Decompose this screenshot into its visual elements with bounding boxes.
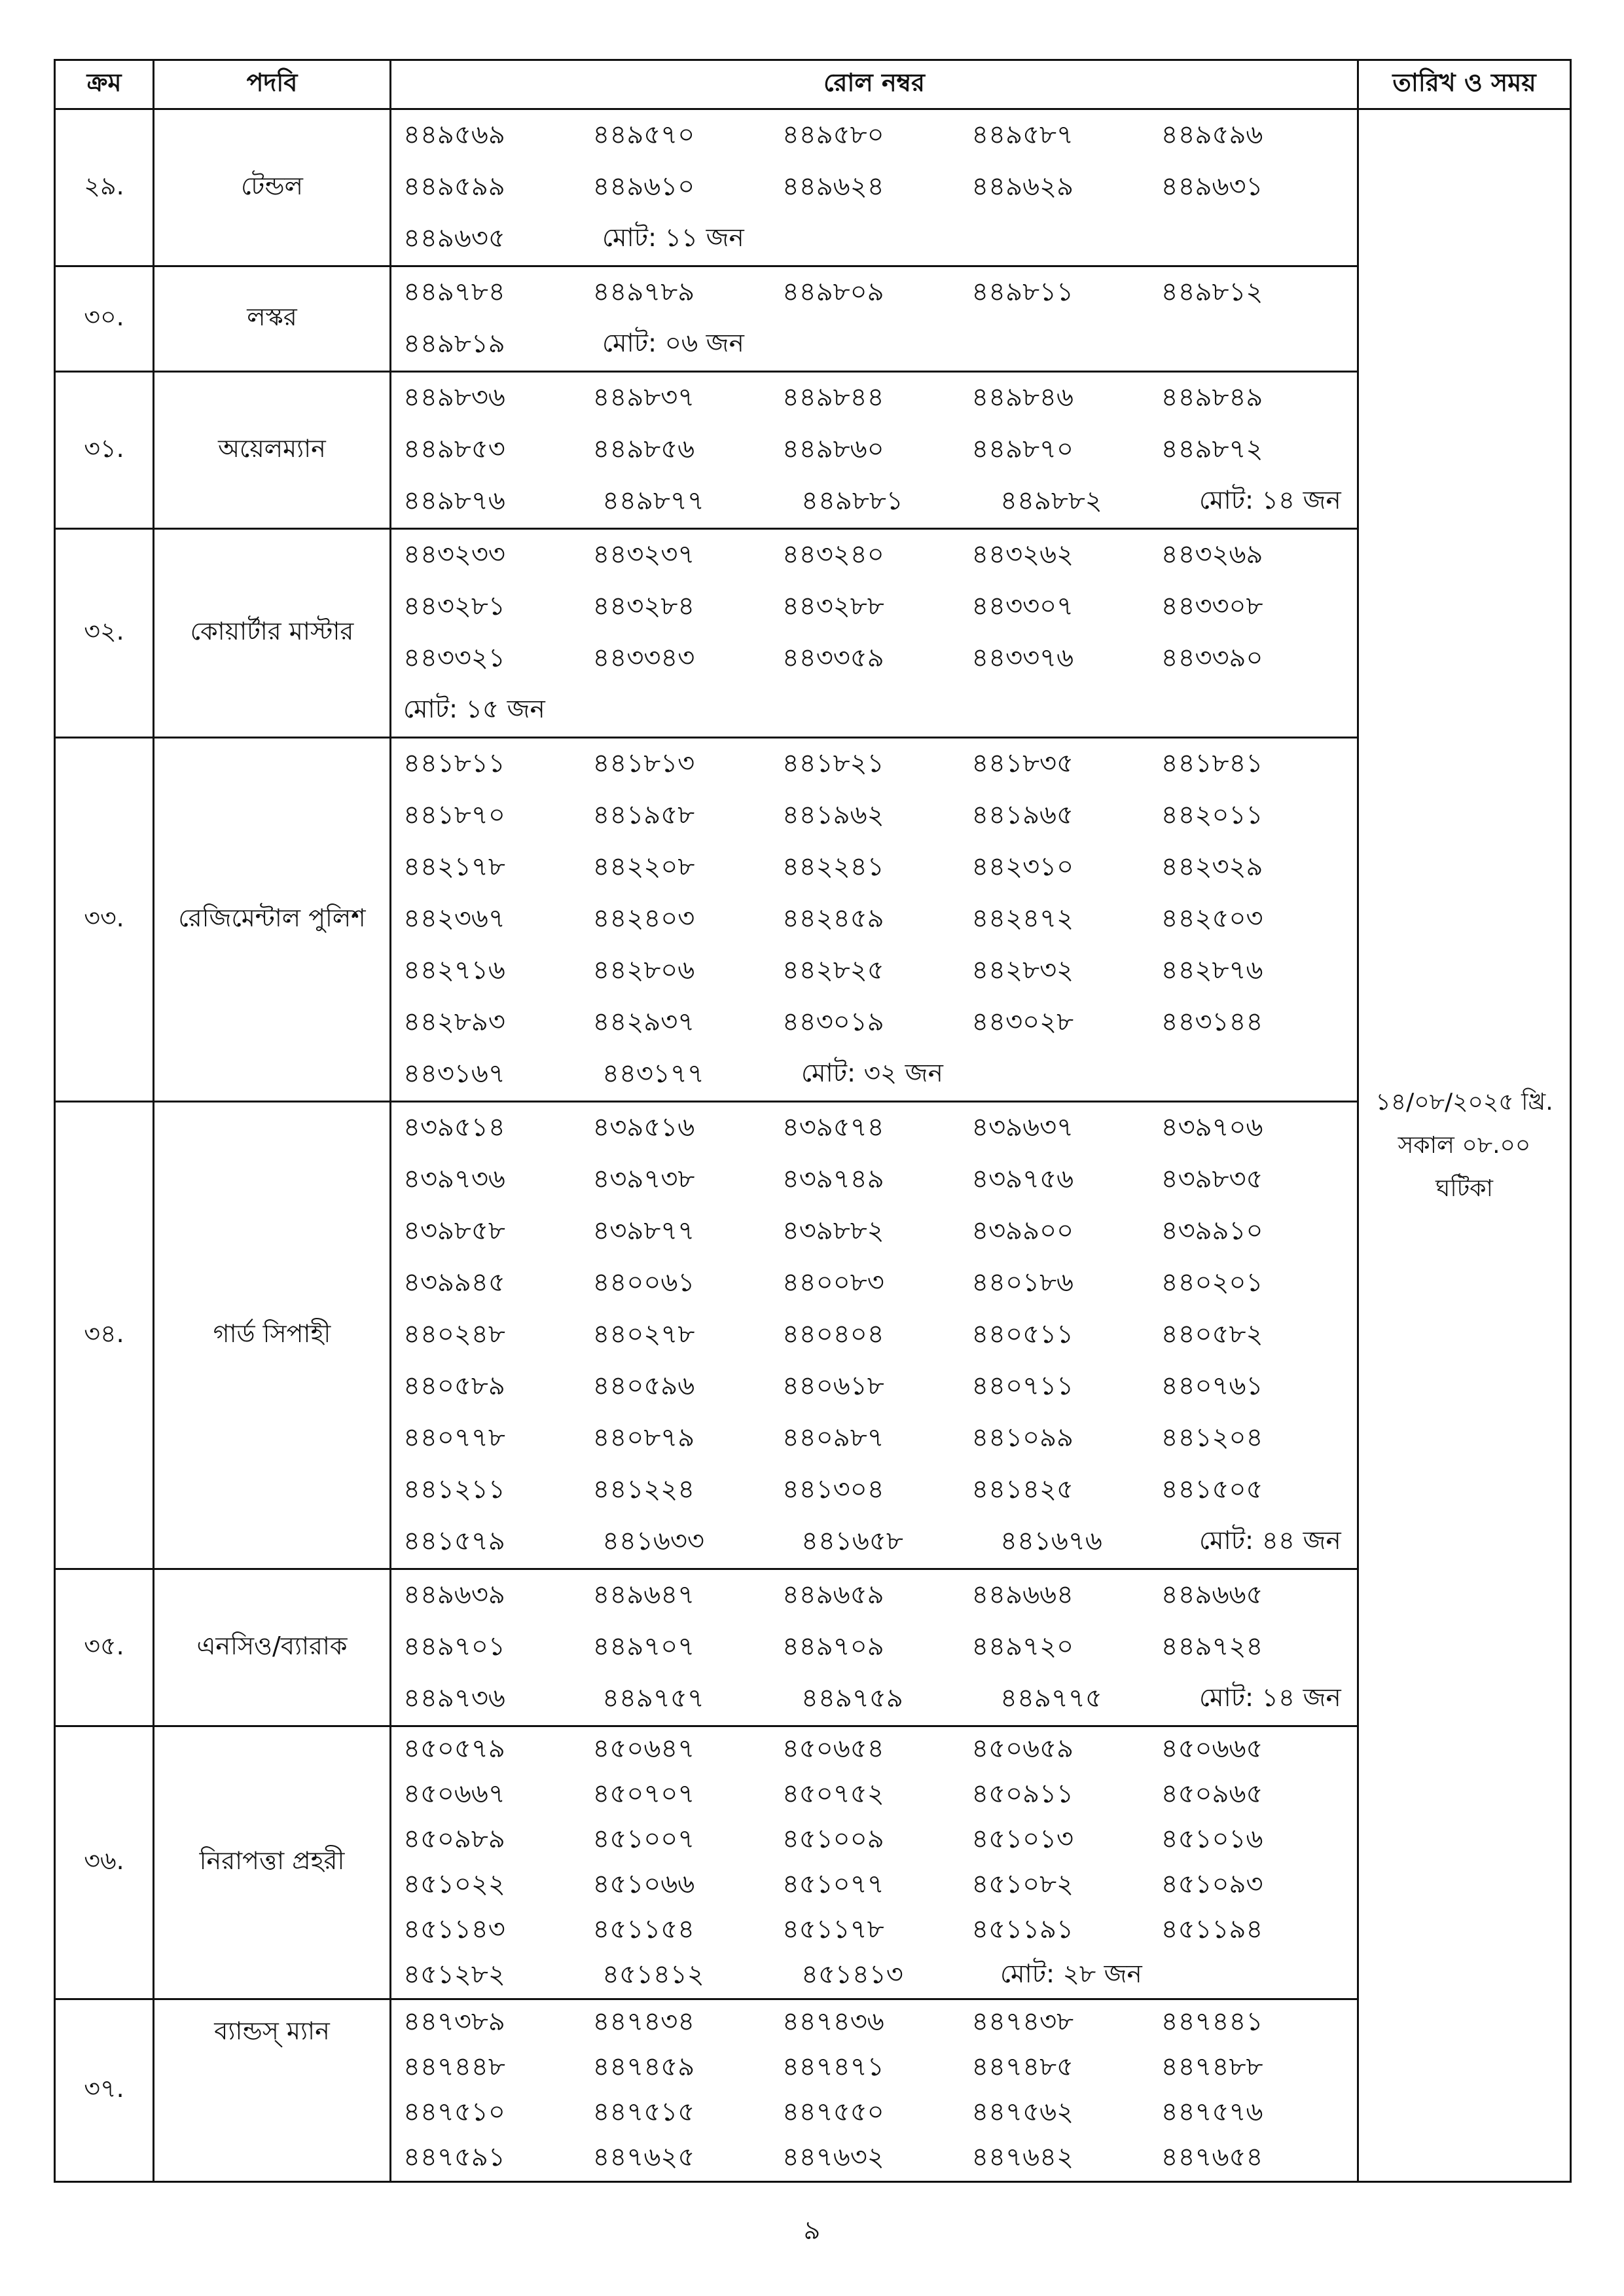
exam-date-time-cell [1358, 109, 1571, 2182]
roll-number: ৪৪১৯৬২ [782, 800, 884, 830]
roll-number: ৪৪৩৩০৮ [1161, 591, 1263, 621]
roll-number: ৪৪৩২৮৮ [782, 591, 884, 621]
roll-number: ৪৪৯৮৭৭ [602, 486, 704, 516]
roll-number: ৪৩৯৫৭৪ [782, 1112, 884, 1142]
total-count: মোট: ১১ জন [602, 223, 744, 253]
roll-number: ৪৪২৮৩২ [971, 955, 1074, 985]
header-roll-number: রোল নম্বর [391, 60, 1358, 109]
roll-line [403, 110, 1350, 162]
roll-number: ৪৫১১৭৮ [782, 1914, 884, 1944]
roll-number: ৪৫১১৯১ [971, 1914, 1074, 1944]
roll-line [403, 2090, 1350, 2136]
roll-line [403, 1953, 1350, 1998]
roll-number: ৪৪৭৩৮৯ [403, 2007, 505, 2037]
roll-number: ৪৫০৭০৭ [592, 1779, 695, 1809]
roll-number: ৪৪৯৮৮১ [801, 486, 903, 516]
roll-number: ৪৪৩২৮১ [403, 591, 505, 621]
post-cell: কোয়ার্টার মাস্টার [154, 529, 391, 738]
roll-number: ৪৪৯৮৩৭ [592, 382, 695, 412]
roll-number: ৪৫১৪১৩ [801, 1959, 903, 1990]
roll-number: ৪৪৩০১৯ [782, 1007, 884, 1037]
roll-line [403, 1413, 1350, 1465]
roll-number: ৪৪০২৪৮ [403, 1319, 505, 1349]
roll-number: ৪৪২৮৯৩ [403, 1007, 505, 1037]
roll-number: ৪৪৯৭৩৬ [403, 1683, 505, 1713]
roll-number: ৪৪৯৬২৯ [971, 172, 1074, 202]
roll-number: ৪৪৭৫৫০ [782, 2097, 884, 2127]
roll-numbers-cell [391, 738, 1358, 1102]
roll-number: ৪৪৯৮৩৬ [403, 382, 505, 412]
roll-number: ৪৪২৮২৫ [782, 955, 884, 985]
roll-number: ৪৫১১৪৩ [403, 1914, 505, 1944]
roll-number: ৪৪১৩০৪ [782, 1474, 884, 1504]
roll-number: ৪৪০৫৮২ [1161, 1319, 1263, 1349]
roll-line [403, 1154, 1350, 1206]
roll-line [403, 1361, 1350, 1413]
exam-unit: ঘটিকা [1435, 1175, 1493, 1202]
header-date-time: তারিখ ও সময় [1358, 60, 1571, 109]
roll-numbers-cell [391, 109, 1358, 266]
roll-line [403, 633, 1350, 685]
roll-number: ৪৪৭৪৩৪ [592, 2007, 695, 2037]
roll-number: ৪৩৯৭৩৬ [403, 1164, 505, 1194]
roll-number: ৪৪০০৬১ [592, 1267, 695, 1298]
roll-line [403, 581, 1350, 633]
roll-line [403, 894, 1350, 945]
roll-line [403, 476, 1350, 528]
roll-number: ৪৪৩২৪০ [782, 539, 884, 570]
roll-line [403, 1622, 1350, 1673]
page-number: ৯ [803, 2215, 821, 2246]
roll-number: ৪৩৯৯০০ [971, 1216, 1074, 1246]
roll-number: ৪৪৩২৮৪ [592, 591, 695, 621]
roll-number: ৪৪০২০১ [1161, 1267, 1263, 1298]
roll-number: ৪৫০৬৪৭ [592, 1734, 695, 1764]
roll-number: ৪৫১২৮২ [403, 1959, 505, 1990]
roll-number: ৪৩৯৯১০ [1161, 1216, 1263, 1246]
roll-number: ৪৪৯৭৮৯ [592, 277, 695, 307]
roll-line [403, 1516, 1350, 1568]
roll-number: ৪৪১৬৭৬ [1000, 1526, 1102, 1556]
post-cell: রেজিমেন্টাল পুলিশ [154, 738, 391, 1102]
exam-date: ১৪/০৮/২০২৫ খ্রি. [1375, 1088, 1553, 1116]
roll-number: ৪৪৩৩৫৯ [782, 643, 884, 673]
roll-numbers-cell [391, 266, 1358, 372]
roll-line [403, 1673, 1350, 1725]
roll-number: ৪৪৯৬৩৯ [403, 1580, 505, 1610]
serial-cell: ৩২. [55, 529, 154, 738]
roll-line [403, 997, 1350, 1049]
roll-line [403, 1102, 1350, 1154]
roll-number: ৪৪১২২৪ [592, 1474, 695, 1504]
roll-line [403, 162, 1350, 213]
roll-number: ৪৪৯৬৩৫ [403, 223, 505, 253]
roll-number: ৪৪৯৮৪৯ [1161, 382, 1263, 412]
roll-line [403, 1817, 1350, 1863]
roll-number: ৪৫০৫৭৯ [403, 1734, 505, 1764]
roll-line [403, 1727, 1350, 1772]
roll-number: ৪৫০৬৬৫ [1161, 1734, 1263, 1764]
total-count: মোট: ১৫ জন [403, 695, 545, 724]
post-cell: টেন্ডল [154, 109, 391, 266]
roll-number: ৪৪৯৭৮৪ [403, 277, 505, 307]
header-post: পদবি [154, 60, 391, 109]
roll-number: ৪৪৯৬১০ [592, 172, 695, 202]
post-cell: লস্কর [154, 266, 391, 372]
total-count: মোট: ০৬ জন [602, 329, 744, 358]
roll-number: ৪৩৯৮৮২ [782, 1216, 884, 1246]
serial-cell: ২৯. [55, 109, 154, 266]
roll-number: ৪৫১০১৩ [971, 1824, 1074, 1854]
roll-number: ৪৪০৭৬১ [1161, 1371, 1263, 1401]
roll-number: ৪৪১৮৪১ [1161, 748, 1263, 778]
roll-number: ৪৪৯৮১৯ [403, 329, 505, 359]
serial-cell: ৩৪. [55, 1102, 154, 1569]
roll-number: ৪৪৩৩৯০ [1161, 643, 1263, 673]
roll-number: ৪৩৯৭৪৯ [782, 1164, 884, 1194]
roll-number: ৪৪৩২৬২ [971, 539, 1074, 570]
roll-number: ৪৪৯৮৭০ [971, 434, 1074, 464]
roll-number: ৪৪৭৬৩২ [782, 2142, 884, 2172]
roll-number: ৪৪৯৭৫৭ [602, 1683, 704, 1713]
roll-number: ৪৪১৯৬৫ [971, 800, 1074, 830]
roll-number: ৪৪৯৮০৯ [782, 277, 884, 307]
roll-number: ৪৪৩১৬৭ [403, 1059, 505, 1089]
post-cell: এনসিও/ব্যারাক [154, 1569, 391, 1726]
roll-number: ৪৩৯৮৭৭ [592, 1216, 695, 1246]
roll-line [403, 319, 1350, 371]
roll-number: ৪৪৯৬৫৯ [782, 1580, 884, 1610]
roll-number: ৪৪৩৩৭৬ [971, 643, 1074, 673]
roll-number: ৪৪৩১৪৪ [1161, 1007, 1263, 1037]
roll-number: ৪৪০৭৭৮ [403, 1423, 505, 1453]
roll-number: ৪৪৯৮৭২ [1161, 434, 1263, 464]
roll-number: ৪৪৩৩০৭ [971, 591, 1074, 621]
roll-number: ৪৪৯৮৮২ [1000, 486, 1102, 516]
roll-number: ৪৪২০১১ [1161, 800, 1263, 830]
roll-number: ৪৪৯৮৬০ [782, 434, 884, 464]
roll-line [403, 1049, 1350, 1101]
roll-number: ৪৩৯৭৩৮ [592, 1164, 695, 1194]
total-count: মোট: ৩২ জন [801, 1059, 943, 1088]
roll-number: ৪৪৯৫৮০ [782, 120, 884, 150]
table-header-row [55, 60, 1571, 109]
total-count: মোট: ৪৪ জন [1199, 1526, 1341, 1556]
roll-number: ৪৪২১৭৮ [403, 852, 505, 882]
roll-number: ৪৪১৮৭০ [403, 800, 505, 830]
roll-number: ৪৪০৫৮৯ [403, 1371, 505, 1401]
roll-number: ৪৪৩৩২১ [403, 643, 505, 673]
roll-number: ৪৫১০৭৭ [782, 1869, 884, 1899]
roll-number: ৪৪১২০৪ [1161, 1423, 1263, 1453]
roll-number: ৪৪৭৫৯১ [403, 2142, 505, 2172]
roll-number: ৪৪২৪৫৯ [782, 903, 884, 934]
roll-number: ৪৫১০০৯ [782, 1824, 884, 1854]
roll-number: ৪৫০৯৮৯ [403, 1824, 505, 1854]
roll-number: ৪৪৯৫৯৯ [403, 172, 505, 202]
table-row [55, 1726, 1571, 1999]
roll-number: ৪৪৭৪৩৬ [782, 2007, 884, 2037]
roll-line [403, 1465, 1350, 1516]
roll-number: ৪৪২২৪১ [782, 852, 884, 882]
roll-number: ৪৪৯৮৫৩ [403, 434, 505, 464]
roll-line [403, 790, 1350, 842]
roll-number: ৪৪৯৫৯৬ [1161, 120, 1263, 150]
roll-line [403, 373, 1350, 424]
roll-number: ৪৫১৪১২ [602, 1959, 704, 1990]
roll-number: ৪৫১০২২ [403, 1869, 505, 1899]
roll-number: ৪৫০৭৫২ [782, 1779, 884, 1809]
roll-line [403, 424, 1350, 476]
roll-number: ৪৫০৯১১ [971, 1779, 1074, 1809]
roll-number: ৪৪৭৪৪৮ [403, 2052, 505, 2082]
post-cell: ব্যান্ডস্ ম্যান [154, 1999, 391, 2182]
roll-number: ৪৪০৫১১ [971, 1319, 1074, 1349]
roll-line [403, 945, 1350, 997]
roll-number: ৪৪৯৮৫৬ [592, 434, 695, 464]
roll-number: ৪৪১৮১১ [403, 748, 505, 778]
roll-number: ৪৪০৪০৪ [782, 1319, 884, 1349]
roll-number: ৪৪৭৫১০ [403, 2097, 505, 2127]
roll-number: ৪৪০৬১৮ [782, 1371, 884, 1401]
table-row [55, 529, 1571, 738]
roll-line [403, 842, 1350, 894]
roll-number: ৪৪০৮৭৯ [592, 1423, 695, 1453]
serial-cell: ৩৬. [55, 1726, 154, 1999]
roll-number: ৪৪৯৭৫৯ [801, 1683, 903, 1713]
roll-number: ৪৪৯৭০১ [403, 1631, 505, 1662]
roll-number: ৪৪১৮৩৫ [971, 748, 1074, 778]
roll-number: ৪৪৭৬৪২ [971, 2142, 1074, 2172]
roll-number: ৪৩৯৮৩৫ [1161, 1164, 1263, 1194]
roll-number: ৪৪৯৭৭৫ [1000, 1683, 1102, 1713]
roll-number: ৪৫১০১৬ [1161, 1824, 1263, 1854]
roll-number: ৪৪০৫৯৬ [592, 1371, 695, 1401]
table-body [55, 109, 1571, 2182]
roll-number: ৪৪১৮২১ [782, 748, 884, 778]
roll-number: ৪৪৯৮৭৬ [403, 486, 505, 516]
serial-cell: ৩৫. [55, 1569, 154, 1726]
roll-number: ৪৪৯৮৪৪ [782, 382, 884, 412]
roll-number: ৪৪২২০৮ [592, 852, 695, 882]
roll-number: ৪৪১৬৩৩ [602, 1526, 704, 1556]
roll-number: ৪৪২৪৭২ [971, 903, 1074, 934]
roll-number: ৪৪৩৩৪৩ [592, 643, 695, 673]
table-row [55, 266, 1571, 372]
roll-number: ৪৪১২১১ [403, 1474, 505, 1504]
roll-number: ৪৪২৮৭৬ [1161, 955, 1263, 985]
roll-number: ৪৪৯৭০৭ [592, 1631, 695, 1662]
roll-line [403, 267, 1350, 319]
roll-number: ৪৪৭৬৫৪ [1161, 2142, 1263, 2172]
roll-number: ৪৪৭৪৩৮ [971, 2007, 1074, 2037]
total-count: মোট: ১৪ জন [1199, 1683, 1341, 1713]
post-cell: গার্ড সিপাহী [154, 1102, 391, 1569]
roll-number: ৪৪৯৬৬৪ [971, 1580, 1074, 1610]
roll-line [403, 1206, 1350, 1258]
roll-line [403, 2000, 1350, 2045]
roll-number: ৪৩৯৭৫৬ [971, 1164, 1074, 1194]
table-row [55, 1999, 1571, 2182]
table-row [55, 109, 1571, 266]
roll-number: ৪৫০৬৫৪ [782, 1734, 884, 1764]
roll-number: ৪৫০৬৫৯ [971, 1734, 1074, 1764]
roll-number: ৪৪২৫০৩ [1161, 903, 1263, 934]
roll-number: ৪৩৯৯৪৫ [403, 1267, 505, 1298]
roll-number: ৪৪৯৬৪৭ [592, 1580, 695, 1610]
roll-number: ৪৪২৪০৩ [592, 903, 695, 934]
table-row [55, 1102, 1571, 1569]
roll-line [403, 1772, 1350, 1817]
roll-number: ৪৫০৯৬৫ [1161, 1779, 1263, 1809]
roll-numbers-cell [391, 1569, 1358, 1726]
roll-number: ৪৪০০৮৩ [782, 1267, 884, 1298]
roll-number: ৪৫১০৬৬ [592, 1869, 695, 1899]
roll-number: ৪৪৯৫৬৯ [403, 120, 505, 150]
roll-numbers-cell [391, 1102, 1358, 1569]
roll-number: ৪৫০৬৬৭ [403, 1779, 505, 1809]
total-count: মোট: ২৮ জন [1000, 1959, 1142, 1989]
roll-number: ৪৪১৪২৫ [971, 1474, 1074, 1504]
roll-number: ৪৪৭৫১৫ [592, 2097, 695, 2127]
roll-number: ৪৪৭৬২৫ [592, 2142, 695, 2172]
roll-number: ৪৫১১৫৪ [592, 1914, 695, 1944]
roll-number: ৪৪৩০২৮ [971, 1007, 1074, 1037]
roll-line [403, 1570, 1350, 1622]
roll-number: ৪৪৯৫৮৭ [971, 120, 1074, 150]
roll-numbers-cell [391, 1726, 1358, 1999]
roll-number: ৪৪২৭১৬ [403, 955, 505, 985]
roll-number: ৪৫১০৯৩ [1161, 1869, 1263, 1899]
roll-numbers-cell [391, 529, 1358, 738]
roll-numbers-cell [391, 372, 1358, 529]
roll-numbers-cell [391, 1999, 1358, 2182]
post-cell: অয়েলম্যান [154, 372, 391, 529]
serial-cell: ৩৭. [55, 1999, 154, 2182]
roll-number: ৪৪০২৭৮ [592, 1319, 695, 1349]
roll-number: ৪৪৯৭২০ [971, 1631, 1074, 1662]
roll-number: ৪৪৭৪৪১ [1161, 2007, 1263, 2037]
roll-number: ৪৪৯৮১১ [971, 277, 1074, 307]
roll-number: ৪৪১৫৭৯ [403, 1526, 505, 1556]
roll-number: ৪৩৯৭০৬ [1161, 1112, 1263, 1142]
roll-number: ৪৪৩১৭৭ [602, 1059, 704, 1089]
roll-line [403, 1908, 1350, 1953]
roll-line [403, 685, 1350, 737]
roll-line [403, 2045, 1350, 2090]
roll-line [403, 213, 1350, 265]
roll-number: ৪৪৭৪৫৯ [592, 2052, 695, 2082]
table-row [55, 738, 1571, 1102]
roll-number: ৪৫১১৯৪ [1161, 1914, 1263, 1944]
roll-line [403, 1309, 1350, 1361]
header-serial: ক্রম [55, 60, 154, 109]
roll-number: ৪৪২৮০৬ [592, 955, 695, 985]
roll-line [403, 1258, 1350, 1309]
table-row [55, 1569, 1571, 1726]
roll-number: ৪৪৩২৩৩ [403, 539, 505, 570]
serial-cell: ৩৩. [55, 738, 154, 1102]
roll-line [403, 738, 1350, 790]
roll-line [403, 1863, 1350, 1908]
roll-number: ৪৫১০০৭ [592, 1824, 695, 1854]
roll-number: ৪৪১০৯৯ [971, 1423, 1074, 1453]
roll-number: ৪৪১৫০৫ [1161, 1474, 1263, 1504]
roll-number: ৪৪০৯৮৭ [782, 1423, 884, 1453]
roll-number: ৪৩৯৮৫৮ [403, 1216, 505, 1246]
serial-cell: ৩১. [55, 372, 154, 529]
roll-number: ৪৪৯৭০৯ [782, 1631, 884, 1662]
roll-number: ৪৫১০৮২ [971, 1869, 1074, 1899]
roll-number: ৪৩৯৫১৪ [403, 1112, 505, 1142]
roll-number: ৪৪৭৪৮৮ [1161, 2052, 1263, 2082]
exam-time: সকাল ০৮.০০ [1398, 1131, 1531, 1159]
roll-number: ৪৩৯৬৩৭ [971, 1112, 1074, 1142]
roll-number: ৪৪৯৬৬৫ [1161, 1580, 1263, 1610]
roll-number: ৪৪০৭১১ [971, 1371, 1074, 1401]
roll-number: ৪৪৭৪৮৫ [971, 2052, 1074, 2082]
table-row [55, 372, 1571, 529]
roll-number: ৪৪১৬৫৮ [801, 1526, 903, 1556]
roll-number: ৪৪৭৫৭৬ [1161, 2097, 1263, 2127]
roll-number: ৪৪৯৬৩১ [1161, 172, 1263, 202]
roll-line [403, 530, 1350, 581]
post-cell: নিরাপত্তা প্রহরী [154, 1726, 391, 1999]
roll-number: ৪৪৯৬২৪ [782, 172, 884, 202]
roll-number: ৪৪৯৮৪৬ [971, 382, 1074, 412]
roll-number: ৪৪৭৫৬২ [971, 2097, 1074, 2127]
roll-number: ৪৪২৯৩৭ [592, 1007, 695, 1037]
roll-number: ৪৩৯৫১৬ [592, 1112, 695, 1142]
roll-number: ৪৪২৩২৯ [1161, 852, 1263, 882]
roll-number: ৪৪১৮১৩ [592, 748, 695, 778]
roll-number: ৪৪০১৮৬ [971, 1267, 1074, 1298]
roll-number: ৪৪৩২৬৯ [1161, 539, 1263, 570]
roll-number: ৪৪৯৮১২ [1161, 277, 1263, 307]
total-count: মোট: ১৪ জন [1199, 486, 1341, 515]
roll-number-table [54, 59, 1572, 2183]
roll-number: ৪৪৯৭২৪ [1161, 1631, 1263, 1662]
roll-line [403, 2136, 1350, 2181]
roll-number: ৪৪৩২৩৭ [592, 539, 695, 570]
serial-cell: ৩০. [55, 266, 154, 372]
roll-number: ৪৪৭৪৭১ [782, 2052, 884, 2082]
roll-number: ৪৪৯৫৭০ [592, 120, 695, 150]
roll-number: ৪৪১৯৫৮ [592, 800, 695, 830]
roll-number: ৪৪২৩১০ [971, 852, 1074, 882]
roll-number: ৪৪২৩৬৭ [403, 903, 505, 934]
